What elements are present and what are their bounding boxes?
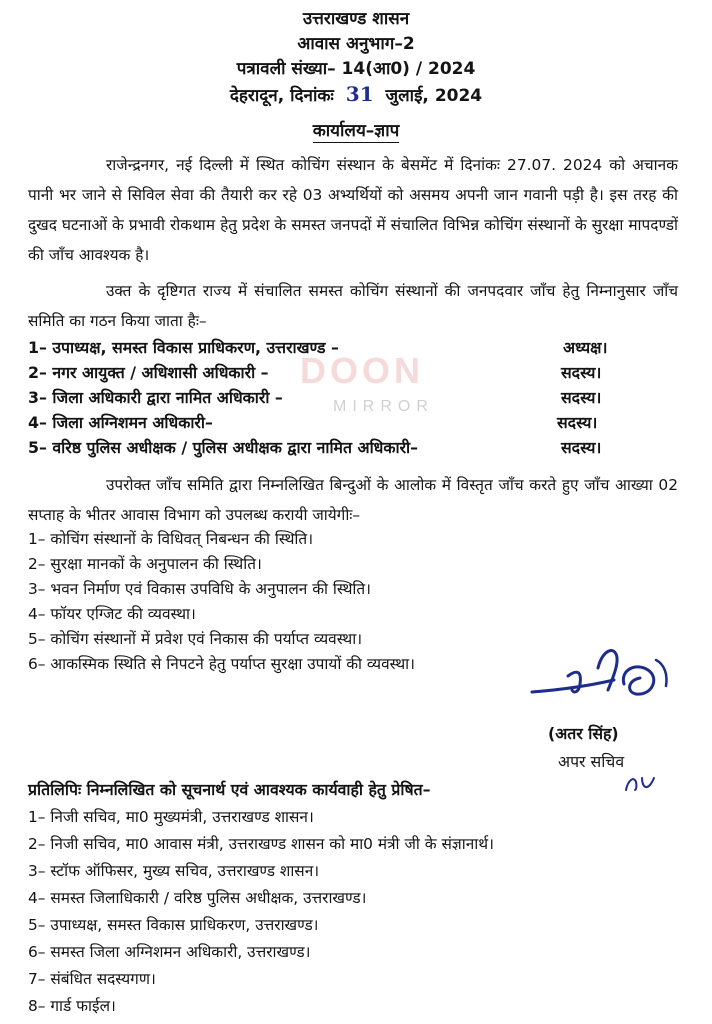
committee-role: सदस्य।	[561, 438, 602, 457]
list-item: 6– समस्त जिला अग्निशमन अधिकारी, उत्तराखण्ड।	[28, 943, 311, 961]
list-item: 8– गार्ड फाईल।	[28, 997, 116, 1015]
watermark-doon: DOON	[300, 350, 424, 391]
place-date	[0, 82, 712, 106]
list-item: 3– भवन निर्माण एवं विकास उपविधि के अनुपालन की स्थिति।	[28, 580, 371, 598]
committee-member: 4– जिला अग्निशमन अधिकारी–	[28, 413, 213, 432]
list-item: 2– निजी सचिव, मा0 आवास मंत्री, उत्तराखण्ड शासन को मा0 मंत्री जी के संज्ञानार्थ।	[28, 835, 494, 853]
signatory-name: (अतर सिंह)	[548, 724, 619, 743]
committee-role: सदस्य।	[561, 388, 602, 407]
committee-member: 1– उपाध्यक्ष, समस्त विकास प्राधिकरण, उत्तराखण्ड –	[28, 338, 339, 357]
handwritten-day: 31	[345, 82, 374, 106]
signature-image	[528, 640, 678, 718]
list-item: 3– स्टॉफ ऑफिसर, मुख्य सचिव, उत्तराखण्ड शासन।	[28, 862, 320, 880]
list-item: 7– संबंधित सदस्यगण।	[28, 970, 156, 988]
list-item: 6– आकस्मिक स्थिति से निपटने हेतु पर्याप्त सुरक्षा उपायों की व्यवस्था।	[28, 655, 415, 673]
list-item: 1– कोचिंग संस्थानों के विधिवत् निबन्धन की स्थिति।	[28, 530, 314, 548]
paragraph-incident: राजेन्द्रनगर, नई दिल्ली में स्थित कोचिंग संस्थान के बेसमेंट में दिनांकः 27.07. 2024 को अचानक पानी भर जाने से सिविल सेवा की तैयारी कर रहे 03 अभ्यर्थियों को असमय अपनी जान गवानी पड़ी है। इस तरह की दुखद घटनाओं के प्रभावी रोकथाम हेतु प्रदेश के समस्त जनपदों में संचालित विभिन्न कोचिंग संस्थानों के सुरक्षा मापदण्डों की जाँच आवश्यक है।	[28, 156, 678, 264]
paragraph-committee-intro: उक्त के दृष्टिगत राज्य में संचालित समस्त कोचिंग संस्थानों की जनपदवार जाँच हेतु निम्नानुसार जाँच समिति का गठन किया जाता हैः–	[28, 282, 678, 330]
list-item: 4– फॉयर एग्जिट की व्यवस्था।	[28, 605, 196, 623]
list-item: 2– सुरक्षा मानकों के अनुपालन की स्थिति।	[28, 555, 262, 573]
section-name: आवास अनुभाग–2	[297, 34, 415, 54]
committee-role: अध्यक्ष।	[563, 338, 608, 357]
handwritten-initials	[624, 772, 658, 794]
list-item: 4– समस्त जिलाधिकारी / वरिष्ठ पुलिस अधीक्षक, उत्तराखण्ड।	[28, 889, 367, 907]
memo-title: कार्यालय–ज्ञाप	[312, 121, 400, 141]
watermark-mirror: MIRROR	[333, 398, 434, 415]
date-prefix: देहरादून, दिनांकः	[229, 86, 334, 106]
file-number: पत्रावली संख्या– 14(आ0) / 2024	[236, 59, 476, 79]
list-item: 5– उपाध्यक्ष, समस्त विकास प्राधिकरण, उत्तराखण्ड।	[28, 916, 319, 934]
date-suffix: जुलाई, 2024	[385, 86, 483, 106]
department-name: उत्तराखण्ड शासन	[302, 9, 410, 29]
list-item: 1– निजी सचिव, मा0 मुख्यमंत्री, उत्तराखण्ड शासन।	[28, 808, 314, 826]
committee-member: 5– वरिष्ठ पुलिस अधीक्षक / पुलिस अधीक्षक द्वारा नामित अधिकारी–	[28, 438, 419, 457]
committee-member: 2– नगर आयुक्त / अधिशासी अधिकारी –	[28, 363, 269, 382]
list-item: 5– कोचिंग संस्थानों में प्रवेश एवं निकास की पर्याप्त व्यवस्था।	[28, 630, 363, 648]
signatory-designation: अपर सचिव	[558, 752, 625, 771]
paragraph-inquiry: उपरोक्त जाँच समिति द्वारा निम्नलिखित बिन्दुओं के आलोक में विस्तृत जाँच करते हुए जाँच आख्या 02 सप्ताह के भीतर आवास विभाग को उपलब्ध करायी जायेगीः–	[28, 476, 678, 524]
copy-to-heading: प्रतिलिपिः निम्नलिखित को सूचनार्थ एवं आवश्यक कार्यवाही हेतु प्रेषित–	[28, 780, 431, 799]
committee-role: सदस्य।	[561, 363, 602, 382]
committee-role: सदस्य।	[557, 413, 598, 432]
committee-member: 3– जिला अधिकारी द्वारा नामित अधिकारी –	[28, 388, 283, 407]
